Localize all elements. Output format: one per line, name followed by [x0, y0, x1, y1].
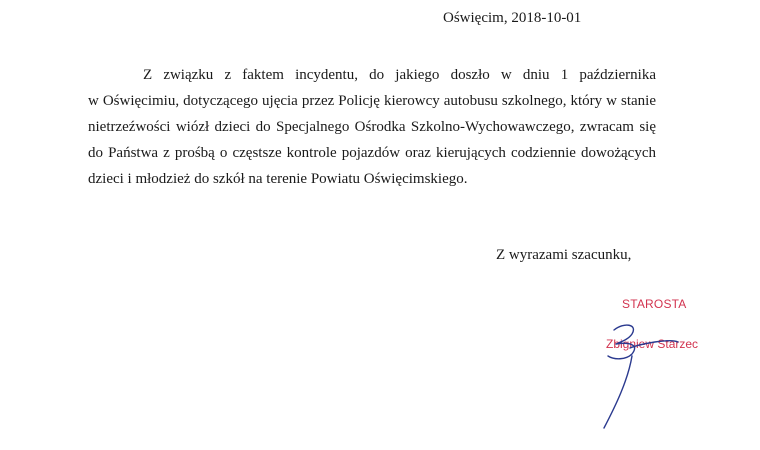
letter-body — [88, 62, 656, 192]
body-line-4: do Państwa z prośbą o częstsze kontrole pojazdów oraz kierujących codziennie dowożących — [88, 145, 656, 161]
body-line-5: dzieci i młodzież do szkół na terenie Powiatu Oświęcimskiego. — [88, 171, 468, 187]
handwritten-signature — [580, 300, 700, 435]
body-line-1: Z związku z faktem incydentu, do jakiego doszło w dniu 1 października — [143, 67, 656, 83]
body-line-2: w Oświęcimiu, dotyczącego ujęcia przez Policję kierowcy autobusu szkolnego, który w stanie — [88, 93, 656, 109]
signature-stroke — [604, 325, 678, 428]
body-line-3: nietrzeźwości wiózł dzieci do Specjalnego Ośrodka Szkolno-Wychowawczego, zwracam się — [88, 119, 656, 135]
stamp-name: Zbigniew Starzec — [606, 337, 699, 351]
stamp-title: STAROSTA — [622, 297, 687, 311]
letter-date: Oświęcim, 2018-10-01 — [443, 10, 582, 26]
letter-closing: Z wyrazami szacunku, — [496, 247, 632, 263]
